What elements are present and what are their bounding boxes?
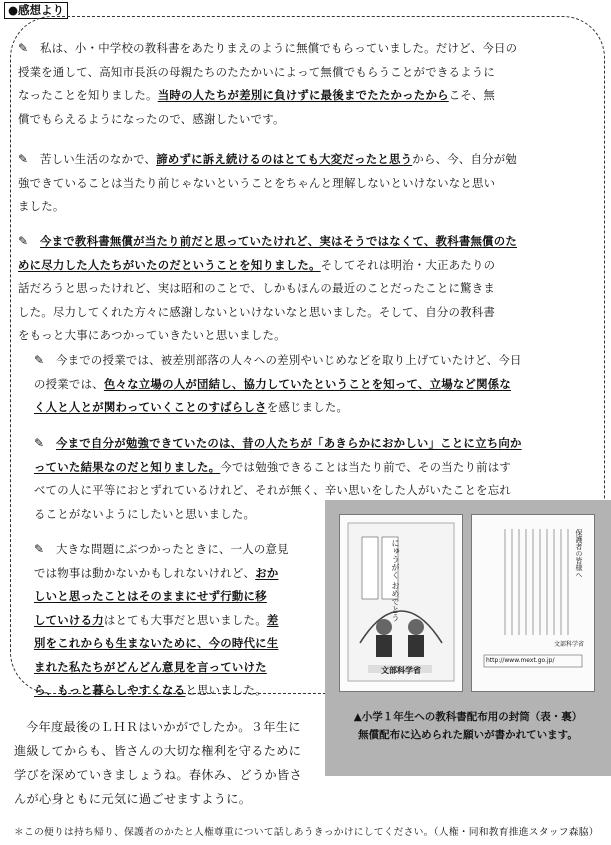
- pencil-icon: ✎: [18, 152, 29, 166]
- envelope-photo: [325, 500, 611, 776]
- comment-6-line-5: 別をこれからも生まないために、今の時代に生: [34, 636, 279, 650]
- comment-5-line-2a: っていた結果なのだと知りました。: [34, 459, 221, 474]
- comment-1-line-1: 私は、小・中学校の教科書をあたりまえのように無償でもらっていました。だけど、今日の: [40, 41, 518, 55]
- envelope-back-heading: 保護者の皆様へ: [575, 529, 583, 578]
- comment-4-line-1: 今までの授業では、被差別部落の人々への差別やいじめなどを取り上げていたけど、今日: [56, 353, 522, 367]
- comment-3-line-2b: そしてそれは明治・大正あたりの: [320, 257, 496, 272]
- comment-6-line-4c: 差: [266, 612, 279, 627]
- comment-3-line-5: をもっと大事にあつかっていきたいと思いました。: [18, 328, 286, 342]
- comment-3: [18, 230, 600, 348]
- envelope-front-publisher: 文部科学省: [381, 666, 421, 675]
- comment-1: [18, 37, 600, 131]
- comment-1-line-4: 償でもらえるようになったので、感謝したいです。: [18, 111, 285, 126]
- comment-5-line-1: 今まで自分が勉強できていたのは、昔の人たちが「あきらかにおかしい」ことに立ち向か: [56, 436, 522, 450]
- pencil-icon: ✎: [34, 542, 45, 556]
- comment-3-line-2a: めに尽力した人たちがいたのだということを知りました。: [18, 257, 321, 272]
- comment-6: [34, 538, 326, 703]
- comment-1-line-2: 授業を通して、高知市長浜の母親たちのたたかいによって無償でもらうことができるように: [18, 64, 496, 79]
- comment-5-line-4: ることがないようにしたいと思いました。: [34, 506, 256, 521]
- comment-1-line-3a: なったことを知りました。: [18, 88, 158, 102]
- pencil-icon: ✎: [18, 41, 29, 55]
- comment-2-line-1a: 苦しい生活のなかで、: [40, 152, 157, 166]
- comment-3-line-4: した。尽力してくれた方々に感謝しないといけないなと思いました。そして、自分の教科書: [18, 304, 496, 319]
- comment-4-line-2a: の授業では、: [34, 376, 104, 391]
- envelope-back: [471, 514, 595, 692]
- envelope-back-url: http://www.mext.go.jp/: [486, 657, 555, 664]
- comment-3-line-1: 今まで教科書無償が当たり前だと思っていたけれど、実はそうではなくて、教科書無償のた: [40, 234, 518, 248]
- comment-4: [34, 349, 604, 420]
- comment-2-line-1c: から、今、自分が勉: [412, 152, 518, 166]
- comment-5-line-3: べての人に平等におとずれているけれど、それが無く、辛い思いをした人がいたことを忘れ: [34, 483, 512, 497]
- comment-1-line-3c: こそ、無: [448, 88, 496, 102]
- comment-6-line-4a: していける力: [34, 612, 104, 627]
- comment-2-line-2: 強できていることは当たり前じゃないということをちゃんと理解しないといけないなと思い: [18, 175, 496, 190]
- pencil-icon: ✎: [18, 234, 29, 248]
- footer-note: ＊この便りは持ち帰り、保護者のかたと人権尊重について話しあうきっかけにしてください。（人権・同和教育推進スタッフ森脇）: [14, 827, 599, 838]
- comment-6-line-1: 大きな問題にぶつかったときに、一人の意見: [56, 542, 289, 556]
- comment-6-line-4b: はとても大事だと思いました。: [103, 612, 267, 627]
- envelope-front-title: にゅうがく おめでとう: [391, 539, 400, 622]
- comment-6-line-7b: と思いました。: [185, 683, 267, 697]
- closing-line-1: 今年度最後のＬＨＲはいかがでしたか。３年生に: [26, 720, 301, 734]
- comment-6-line-2a: では物事は動かないかもしれないけれど、: [34, 565, 256, 580]
- closing-line-2: 進級してからも、皆さんの大切な権利を守るために: [14, 744, 302, 758]
- comment-6-line-6: まれた私たちがどんどん意見を言っていけた: [34, 659, 267, 674]
- closing-line-4: んが心身ともに元気に過ごせますように。: [14, 792, 252, 806]
- envelope-back-signoff: 文部科学省: [553, 641, 584, 648]
- pencil-icon: ✎: [34, 436, 45, 450]
- comment-2-highlight: 諦めずに訴え続けるのはとても大変だったと思う: [156, 152, 413, 166]
- comment-6-line-2b: おか: [255, 565, 279, 580]
- caption-line-2: 無償配布に込められた願いが書かれています。: [358, 729, 578, 741]
- comment-4-highlight: 色々な立場の人が団結し、協力していたということを知って、立場など関係な: [103, 376, 512, 391]
- closing-message: [14, 715, 324, 811]
- comment-5-line-2b: 今では勉強できることは当たり前で、その当たり前はす: [220, 459, 512, 474]
- comment-6-line-7a: ら、もっと暮らしやすくなる: [34, 683, 186, 697]
- comment-1-highlight: 当時の人たちが差別に負けずに最後までたたかったから: [157, 88, 449, 102]
- section-title: ●感想より: [4, 2, 68, 19]
- comment-4-line-3a: く人と人とが関わっていくことのすばらしさ: [34, 400, 267, 414]
- comment-4-line-3b: を感じました。: [266, 400, 349, 414]
- comment-3-line-3: 話だろうと思ったけれど、実は昭和のことで、しかもほんの最近のことだったことに驚きま: [18, 281, 496, 295]
- comment-2: [18, 148, 600, 219]
- comment-6-line-3: しいと思ったことはそのままにせず行動に移: [34, 589, 267, 603]
- closing-line-3: 学びを深めていきましょうね。春休み、どうか皆さ: [14, 768, 302, 782]
- envelope-front: [339, 514, 463, 692]
- pencil-icon: ✎: [34, 353, 45, 367]
- caption-line-1: ▲小学１年生への教科書配布用の封筒（表・裏）: [353, 711, 583, 723]
- figure-caption: [325, 708, 611, 744]
- comment-2-line-3: ました。: [18, 199, 65, 213]
